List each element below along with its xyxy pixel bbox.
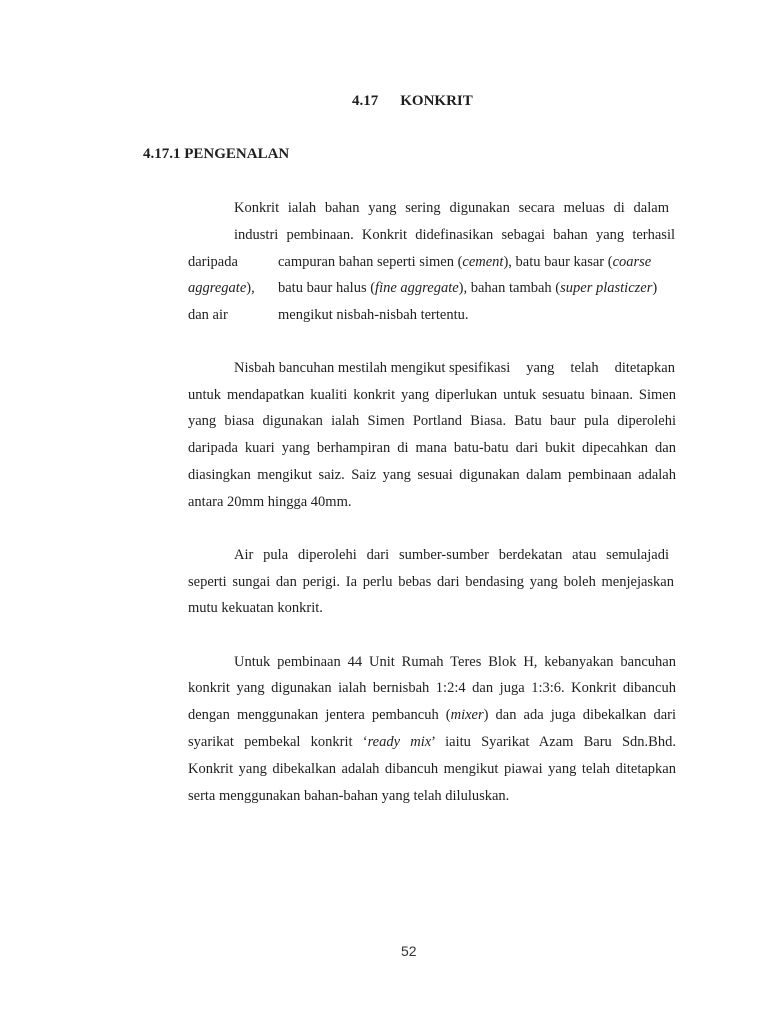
para4-line4: syarikat pembekal konkrit ‘ready mix’ iaitu Syarikat Azam Baru Sdn.Bhd. xyxy=(188,734,676,750)
page-number: 52 xyxy=(401,943,417,959)
para4-line6: serta menggunakan bahan-bahan yang telah diluluskan. xyxy=(188,788,510,804)
subsection-title: PENGENALAN xyxy=(184,146,290,162)
para1-line1: Konkrit ialah bahan yang sering digunakan secara meluas di dalam xyxy=(234,200,669,216)
para3-line1: Air pula diperolehi dari sumber-sumber berdekatan atau semulajadi xyxy=(234,547,669,563)
para1-row3-text: campuran bahan seperti simen (cement), batu baur kasar (coarse xyxy=(278,254,652,270)
para2-line3: yang biasa digunakan ialah Simen Portland Biasa. Batu baur pula diperolehi xyxy=(188,413,676,429)
para2-line4: daripada kuari yang berhampiran di mana batu-batu dari bukit dipecahkan dan xyxy=(188,440,676,456)
para4-line2: konkrit yang digunakan ialah bernisbah 1:2:4 dan juga 1:3:6. Konkrit dibancuh xyxy=(188,680,676,696)
para4-line3: dengan menggunakan jentera pembancuh (mixer) dan ada juga dibekalkan dari xyxy=(188,707,676,723)
para1-row4-text: batu baur halus (fine aggregate), bahan tambah (super plasticzer) xyxy=(278,280,658,296)
para4-line5: Konkrit yang dibekalkan adalah dibancuh mengikut piawai yang telah ditetapkan xyxy=(188,761,676,777)
section-heading xyxy=(352,93,473,110)
para2-line6: antara 20mm hingga 40mm. xyxy=(188,494,352,510)
section-number: 4.17 xyxy=(352,93,379,109)
para3-line3: mutu kekuatan konkrit. xyxy=(188,600,323,616)
para2-line5: diasingkan mengikut saiz. Saiz yang sesuai digunakan dalam pembinaan adalah xyxy=(188,467,676,483)
para1-row5-label: dan air xyxy=(188,307,228,323)
para4-line1: Untuk pembinaan 44 Unit Rumah Teres Blok H, kebanyakan bancuhan xyxy=(234,654,676,670)
para1-row5-text: mengikut nisbah-nisbah tertentu. xyxy=(278,307,469,323)
para1-line2: industri pembinaan. Konkrit didefinasikan sebagai bahan yang terhasil xyxy=(234,227,675,243)
para1-row4-label: aggregate), xyxy=(188,280,255,296)
para1-row3-label: daripada xyxy=(188,254,238,270)
para2-line2: untuk mendapatkan kualiti konkrit yang diperlukan untuk sesuatu binaan. Simen xyxy=(188,387,676,403)
section-title: KONKRIT xyxy=(400,93,473,109)
subsection-heading xyxy=(143,146,289,163)
para3-line2: seperti sungai dan perigi. Ia perlu bebas dari bendasing yang boleh menjejaskan xyxy=(188,574,674,590)
para2-line1: Nisbah bancuhan mestilah mengikut spesifikasi yang telah ditetapkan xyxy=(234,360,675,376)
subsection-number: 4.17.1 xyxy=(143,146,181,162)
